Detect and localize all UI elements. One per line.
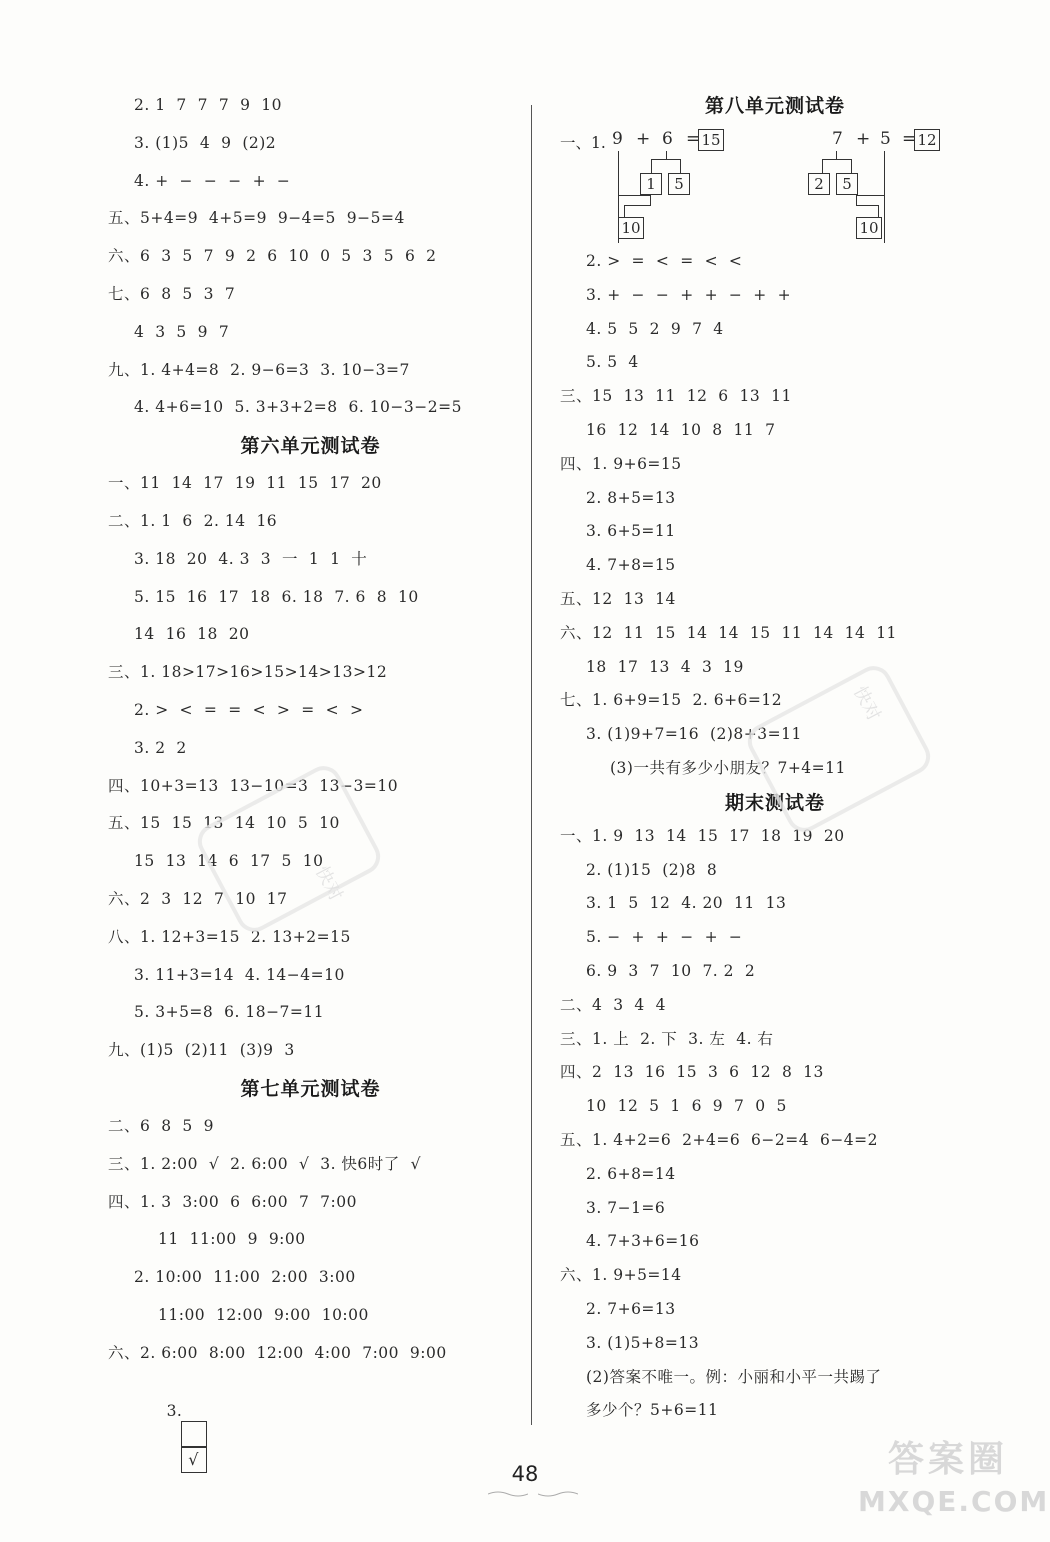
- section-title-unit8: 第八单元测试卷: [704, 95, 845, 117]
- section-title-unit6: 第六单元测试卷: [240, 435, 381, 458]
- answer-line: 一、11 14 17 19 11 15 17 20: [108, 474, 382, 493]
- answer-line: 4. 5 5 2 9 7 4: [586, 319, 724, 338]
- answer-line: 2. 1 7 7 7 9 10: [134, 96, 283, 114]
- addend: 7: [832, 129, 843, 149]
- answer-line: 16 12 14 10 8 11 7: [586, 420, 776, 439]
- empty-answer-box: [181, 1421, 207, 1447]
- connector-line: [856, 205, 878, 206]
- answer-line: 四、1. 3 3:00 6 6:00 7 7:00: [108, 1192, 357, 1211]
- answer-line: (2)答案不唯一。例：小丽和小平一共踢了: [586, 1367, 882, 1386]
- equals-sign: =: [902, 129, 917, 149]
- answer-line: 五、5+4=9 4+5=9 9−4=5 9−5=4: [108, 209, 405, 228]
- watermark-url: MXQE.COM: [858, 1485, 1050, 1518]
- answer-line: 3. 11+3=14 4. 14−4=10: [134, 965, 345, 984]
- connector-line: [822, 159, 852, 160]
- answer-line: 三、1. 2:00 √ 2. 6:00 √ 3. 快6时了 √: [108, 1154, 422, 1173]
- answer-line: 2. 7+6=13: [586, 1299, 676, 1318]
- answer-line: 4. + − − − + −: [134, 171, 291, 190]
- connector-line: [878, 205, 879, 217]
- split-box: 5: [836, 173, 858, 195]
- answer-line: (3)一共有多少小朋友？7+4=11: [610, 758, 846, 777]
- answer-line: 五、12 13 14: [560, 589, 676, 608]
- connector-line: [624, 205, 625, 217]
- connector-line: [650, 195, 651, 205]
- connector-line: [884, 151, 885, 243]
- section-title-unit7: 第七单元测试卷: [240, 1077, 381, 1100]
- answer-line: 2. > = < = < <: [586, 252, 743, 270]
- answer-line: 3. 1 5 12 4. 20 11 13: [586, 894, 787, 913]
- answer-line: 10 12 5 1 6 9 7 0 5: [586, 1097, 787, 1116]
- operator: +: [636, 129, 651, 149]
- answer-line: 五、15 15 13 14 10 5 10: [108, 814, 340, 833]
- page-number: 48: [511, 1462, 539, 1486]
- answer-line: 6. 9 3 7 10 7. 2 2: [586, 961, 756, 980]
- answer-line: 3. 2 2: [134, 738, 187, 757]
- answer-line: 14 16 18 20: [134, 625, 250, 644]
- addend: 5: [880, 129, 891, 149]
- answer-line: 四、2 13 16 15 3 6 12 8 13: [560, 1063, 824, 1082]
- answer-line: 三、1. 18>17>16>15>14>13>12: [108, 663, 388, 682]
- answer-line: 七、1. 6+9=15 2. 6+6=12: [560, 691, 783, 710]
- answer-line: 4 3 5 9 7: [134, 322, 230, 341]
- watermark-text: 快对: [848, 682, 885, 725]
- answer-line: 3. (1)9+7=16 (2)8+3=11: [586, 725, 802, 744]
- answer-line: 七、6 8 5 3 7: [108, 284, 236, 303]
- answer-line: 5. − + + − + −: [586, 928, 743, 947]
- answer-line: 六、2 3 12 7 10 17: [108, 889, 288, 908]
- answer-line: 二、1. 1 6 2. 14 16: [108, 511, 278, 530]
- addend: 6: [662, 129, 673, 149]
- answer-line: 多少个？5+6=11: [586, 1401, 719, 1420]
- answer-line: 5. 5 4: [586, 353, 639, 372]
- answer-line: 2. 6+8=14: [586, 1164, 676, 1183]
- result-box: 15: [698, 129, 724, 151]
- answer-line: 5. 3+5=8 6. 18−7=11: [134, 1003, 325, 1022]
- split-box: 5: [668, 173, 690, 195]
- watermark-text: 快对: [310, 862, 347, 905]
- connector-line: [856, 195, 885, 196]
- diagram-prefix: 一、1.: [560, 134, 606, 152]
- answer-line: 3. + − − + + − + +: [586, 285, 792, 304]
- result-box: 12: [914, 129, 940, 151]
- answer-line: 三、15 13 11 12 6 13 11: [560, 387, 792, 406]
- connector-line: [618, 195, 651, 196]
- answer-line: 二、6 8 5 9: [108, 1116, 215, 1135]
- answer-line: 2. > < = = < > = < >: [134, 700, 364, 719]
- connector-line: [666, 151, 667, 159]
- column-divider: [531, 105, 532, 1425]
- answer-line: 九、1. 4+4=8 2. 9−6=3 3. 10−3=7: [108, 360, 410, 379]
- answer-line: 4. 7+8=15: [586, 556, 676, 575]
- answer-prefix: 3.: [166, 1401, 183, 1420]
- split-box: 2: [808, 173, 830, 195]
- answer-line: 11:00 12:00 9:00 10:00: [158, 1305, 369, 1324]
- answer-line: 六、1. 9+5=14: [560, 1266, 682, 1285]
- answer-line: 3. 7−1=6: [586, 1198, 666, 1217]
- answer-line: 四、10+3=13 13−10=3 13−3=10: [108, 776, 399, 795]
- connector-line: [822, 159, 823, 173]
- connector-line: [624, 205, 651, 206]
- operator: +: [856, 129, 871, 149]
- answer-line-checkboxes: [108, 1381, 513, 1469]
- sum-box: 10: [618, 217, 644, 239]
- answer-line: 九、(1)5 (2)11 (3)9 3: [108, 1041, 295, 1060]
- corner-watermark: [858, 1436, 1050, 1536]
- answer-line: 一、1. 9 13 14 15 17 18 19 20: [560, 826, 845, 845]
- answer-line: 11 11:00 9 9:00: [158, 1230, 306, 1249]
- sum-box: 10: [856, 217, 882, 239]
- left-column: [108, 95, 513, 1469]
- connector-line: [851, 159, 852, 173]
- left-ornament-icon: [488, 1490, 528, 1498]
- connector-line: [651, 159, 652, 173]
- answer-line: 二、4 3 4 4: [560, 995, 667, 1014]
- connector-line: [651, 159, 681, 160]
- connector-line: [680, 159, 681, 173]
- answer-line: 5. 15 16 17 18 6. 18 7. 6 8 10: [134, 587, 419, 606]
- watermark-logo-text: 答案圈: [887, 1439, 1008, 1480]
- answer-line: 3. (1)5+8=13: [586, 1333, 700, 1352]
- answer-line: 四、1. 9+6=15: [560, 454, 682, 473]
- connector-line: [856, 195, 857, 205]
- answer-line: 五、1. 4+2=6 2+4=6 6−2=4 6−4=2: [560, 1130, 879, 1149]
- answer-line: 六、6 3 5 7 9 2 6 10 0 5 3 5 6 2: [108, 247, 437, 266]
- answer-line: 2. (1)15 (2)8 8: [586, 860, 718, 879]
- checked-answer-box: √: [181, 1447, 207, 1473]
- connector-line: [836, 151, 837, 159]
- answer-line: 3. 18 20 4. 3 3 一 1 1 十: [134, 549, 368, 568]
- answer-line: 六、2. 6:00 8:00 12:00 4:00 7:00 9:00: [108, 1343, 447, 1362]
- answer-line: 18 17 13 4 3 19: [586, 657, 744, 676]
- answer-line: 2. 8+5=13: [586, 488, 676, 507]
- section-title-final: 期末测试卷: [724, 791, 825, 814]
- right-ornament-icon: [538, 1490, 578, 1498]
- answer-line: 4. 4+6=10 5. 3+3+2=8 6. 10−3−2=5: [134, 398, 462, 417]
- answer-line: 3. (1)5 4 9 (2)2: [134, 133, 277, 152]
- answer-line: 3. 6+5=11: [586, 522, 676, 541]
- equals-sign: =: [686, 129, 701, 149]
- split-ten-diagram: [560, 129, 990, 241]
- answer-line: 15 13 14 6 17 5 10: [134, 852, 324, 871]
- addend: 9: [612, 129, 623, 149]
- answer-line: 4. 7+3+6=16: [586, 1232, 700, 1251]
- answer-line: 六、12 11 15 14 14 15 11 14 14 11: [560, 623, 897, 642]
- split-box: 1: [640, 173, 662, 195]
- answer-line: 八、1. 12+3=15 2. 13+2=15: [108, 927, 351, 946]
- answer-line: 2. 10:00 11:00 2:00 3:00: [134, 1268, 356, 1287]
- answer-line: 三、1. 上 2. 下 3. 左 4. 右: [560, 1029, 774, 1048]
